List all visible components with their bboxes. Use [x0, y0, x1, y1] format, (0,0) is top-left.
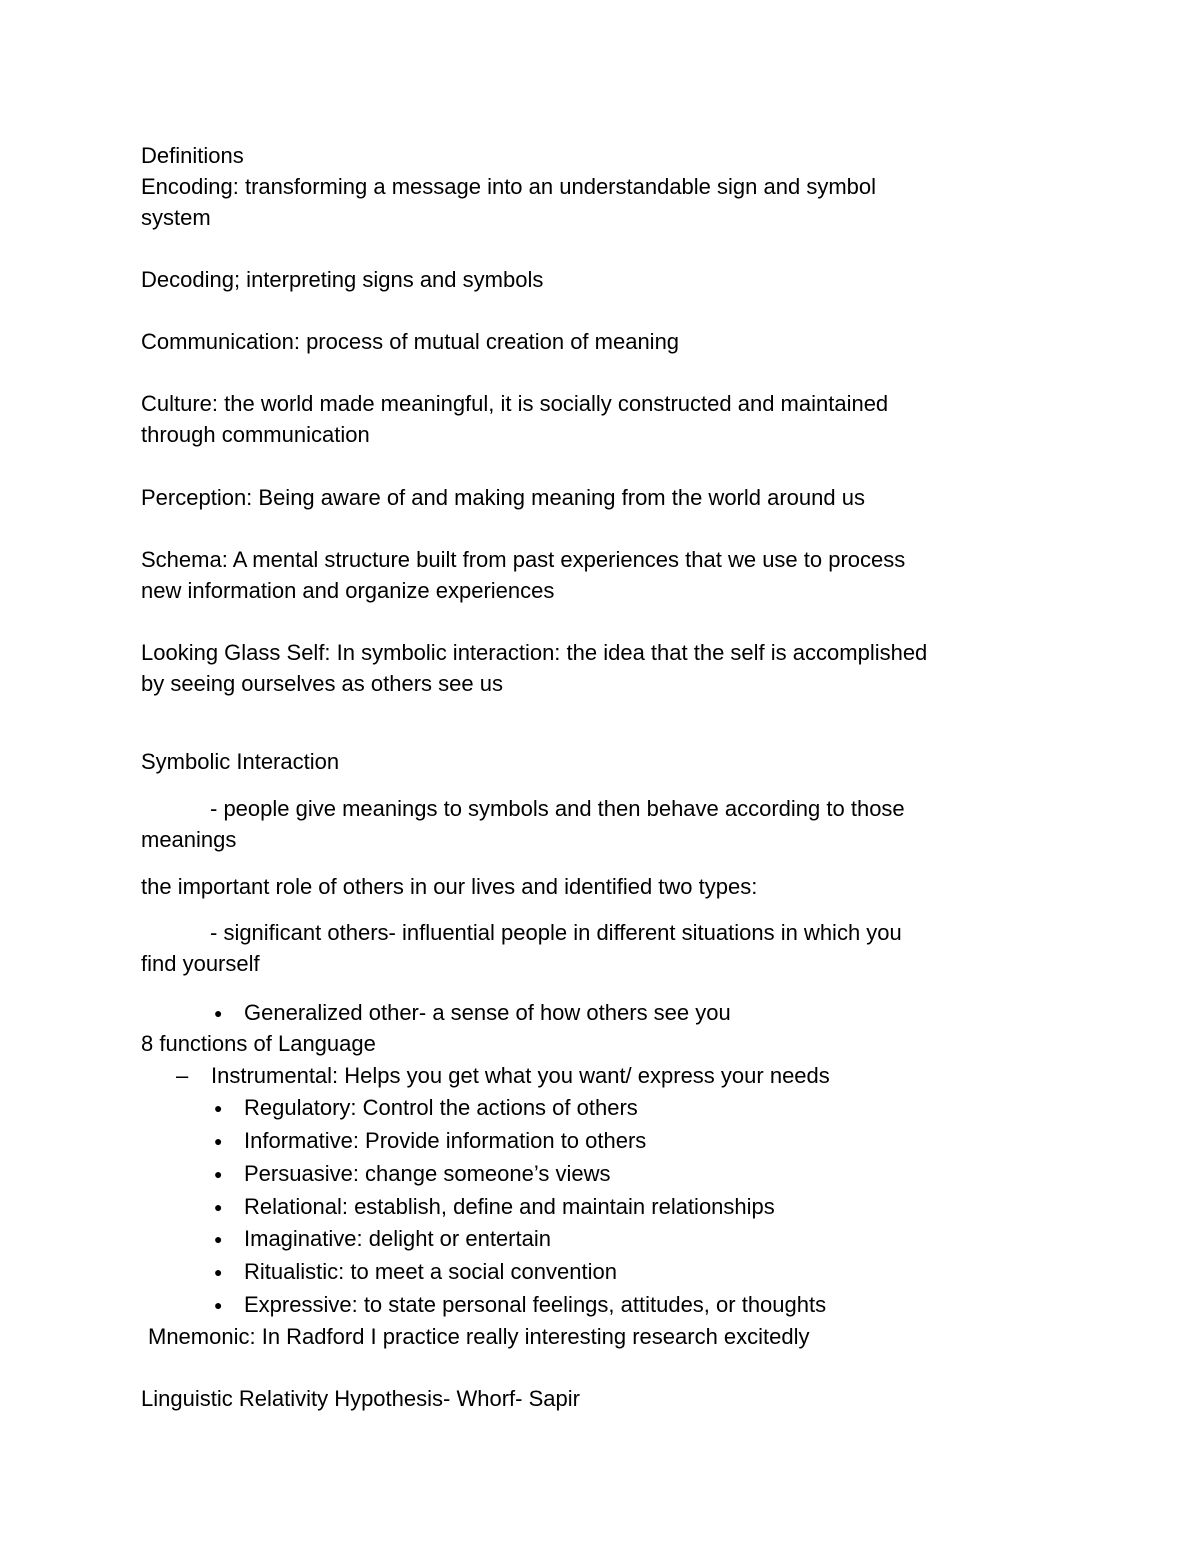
communication-definition: Communication: process of mutual creation of meaning: [141, 329, 680, 354]
significant-others-line-cont: find yourself: [141, 951, 260, 976]
significant-others-line: - significant others- influential people in different situations in which you: [210, 920, 902, 945]
bullet-icon: ●: [214, 1231, 223, 1247]
looking-glass-definition-cont: by seeing ourselves as others see us: [141, 671, 503, 696]
definitions-heading: Definitions: [141, 143, 244, 168]
language-item-persuasive: Persuasive: change someone’s views: [244, 1161, 611, 1186]
perception-definition: Perception: Being aware of and making meaning from the world around us: [141, 485, 865, 510]
generalized-other-item: Generalized other- a sense of how others see you: [244, 1000, 731, 1025]
role-of-others-line: the important role of others in our lives and identified two types:: [141, 874, 758, 899]
language-item-expressive: Expressive: to state personal feelings, attitudes, or thoughts: [244, 1292, 827, 1317]
schema-definition: Schema: A mental structure built from past experiences that we use to process: [141, 547, 906, 572]
symbolic-interaction-heading: Symbolic Interaction: [141, 749, 340, 774]
mnemonic-line: Mnemonic: In Radford I practice really interesting research excitedly: [148, 1324, 810, 1349]
language-functions-heading: 8 functions of Language: [141, 1031, 376, 1056]
encoding-definition-cont: system: [141, 205, 211, 230]
language-item-regulatory: Regulatory: Control the actions of others: [244, 1095, 638, 1120]
decoding-definition: Decoding; interpreting signs and symbols: [141, 267, 544, 292]
bullet-icon: ●: [214, 1199, 223, 1215]
bullet-icon: ●: [214, 1264, 223, 1280]
symbolic-point-1: - people give meanings to symbols and then behave according to those: [210, 796, 905, 821]
instrumental-item: Instrumental: Helps you get what you want/ express your needs: [211, 1063, 830, 1088]
encoding-definition: Encoding: transforming a message into an understandable sign and symbol: [141, 174, 877, 199]
dash-icon: –: [176, 1063, 189, 1088]
language-item-relational: Relational: establish, define and maintain relationships: [244, 1194, 775, 1219]
bullet-icon: ●: [214, 1100, 223, 1116]
bullet-icon: ●: [214, 1005, 223, 1021]
language-item-imaginative: Imaginative: delight or entertain: [244, 1226, 551, 1251]
schema-definition-cont: new information and organize experiences: [141, 578, 555, 603]
language-item-ritualistic: Ritualistic: to meet a social convention: [244, 1259, 617, 1284]
language-item-informative: Informative: Provide information to others: [244, 1128, 647, 1153]
looking-glass-definition: Looking Glass Self: In symbolic interaction: the idea that the self is accomplished: [141, 640, 928, 665]
bullet-icon: ●: [214, 1133, 223, 1149]
culture-definition-cont: through communication: [141, 422, 370, 447]
bullet-icon: ●: [214, 1166, 223, 1182]
bullet-icon: ●: [214, 1297, 223, 1313]
linguistic-relativity-line: Linguistic Relativity Hypothesis- Whorf- Sapir: [141, 1386, 580, 1411]
culture-definition: Culture: the world made meaningful, it is socially constructed and maintained: [141, 391, 889, 416]
symbolic-point-1-cont: meanings: [141, 827, 237, 852]
